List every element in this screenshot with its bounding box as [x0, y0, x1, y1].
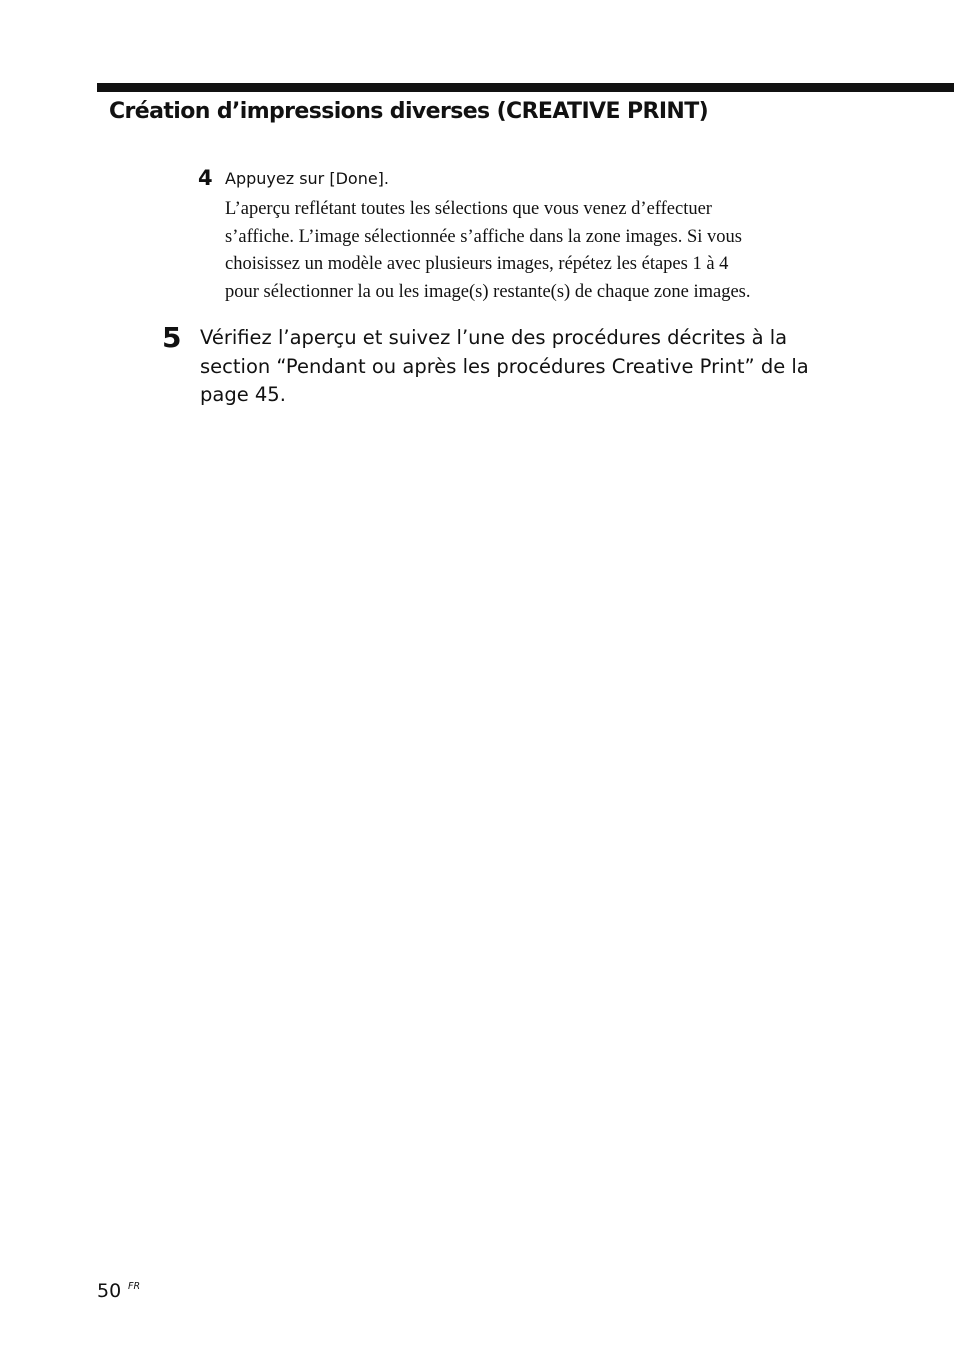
section-title: Création d’impressions diverses (CREATIVE PRINT)	[109, 99, 709, 124]
header-rule	[97, 83, 954, 92]
substep-description: L’aperçu reflétant toutes les sélections que vous venez d’effectuer s’affiche. L’image sélectionnée s’affiche dans la zone images. Si vous choisissez un modèle avec plusieurs images, répétez les étapes 1 à 4 pour sélectionner la ou les image(s) restante(s) de chaque zone images.	[225, 199, 751, 302]
step-number: 5	[162, 321, 182, 354]
page-language-code: FR	[128, 1281, 141, 1292]
step-instruction: Vérifiez l’aperçu et suivez l’une des procédures décrites à la section “Pendant ou après les procédures Creative Print” de la page 45.	[200, 326, 809, 406]
page-number: 50	[97, 1280, 122, 1302]
substep-instruction: Appuyez sur [Done].	[225, 169, 389, 188]
substep-number: 4	[198, 166, 213, 190]
